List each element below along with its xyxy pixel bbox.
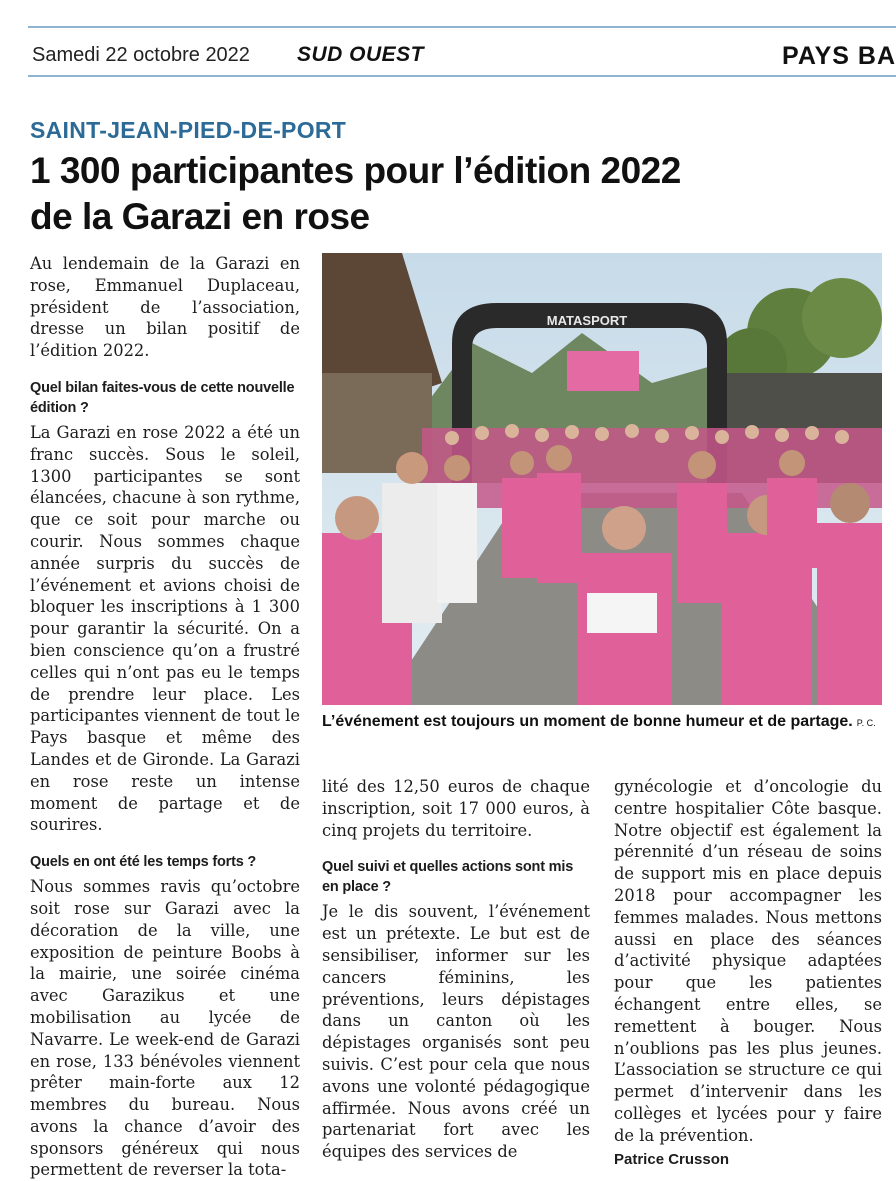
- top-rule: [28, 26, 896, 28]
- article-column-1: [30, 253, 300, 1181]
- arch-label: MATASPORT: [546, 313, 628, 328]
- photo-credit: P. C.: [856, 718, 876, 728]
- headline-line-1: 1 300 participantes pour l’édition 2022: [30, 150, 681, 191]
- caption-text: L’événement est toujours un moment de bonne humeur et de partage.: [322, 713, 853, 730]
- article-kicker: SAINT-JEAN-PIED-DE-PORT: [30, 117, 347, 143]
- answer-2-continued: lité des 12,50 euros de chaque inscription, soit 17 000 euros, à cinq projets du territoire.: [322, 777, 590, 840]
- answer-1: La Garazi en rose 2022 a été un franc succès. Sous le soleil, 1300 participantes se sont élancées, chacune à son rythme, que ce soit pour marche ou courir. Nous sommes chaque année surpris du succès de l’événement et avions choisi de bloquer les inscriptions à 1 300 pour garantir la sécurité. On a bien conscience qu’on a frustré celles qui n’ont pas eu le temps de prendre leur place. Les participantes viennent de tout le Pays basque et même des Landes et de Gironde. La Garazi en rose reste un intense moment de partage et de sourires.: [30, 422, 300, 835]
- answer-2: Nous sommes ravis qu’octobre soit rose sur Garazi avec la décoration de la ville, une exposition de peinture Boobs à la mairie, une soirée cinéma avec Garazikus et une mobilisation au lycée de Navarre. Le week-end de Garazi en rose, 133 bénévoles viennent prêter main-forte aux 12 membres du bureau. Nous avons la chance d’avoir des sponsors généreux qui nous permettent de reverser la tota-: [30, 877, 300, 1180]
- headline-line-2: de la Garazi en rose: [30, 196, 370, 237]
- article-column-3: [614, 776, 882, 1170]
- answer-3-continued: gynécologie et d’oncologie du centre hospitalier Côte basque. Notre objectif est également la pérennité d’un réseau de soins de support mis en place depuis 2018 pour accompagner les femmes malades. Nous mettons aussi en place des séances d’activité physique adaptées pour que les patientes échangent entre elles, se remettent à bouger. Nous n’oublions pas les plus jeunes. L’association se structure ce qui permet d’intervenir dans les collèges et lycées pour y faire de la prévention.: [614, 777, 882, 1145]
- article-column-2: [322, 776, 590, 1163]
- question-3: Quel suivi et quelles actions sont mis en place ?: [322, 859, 574, 896]
- section-name: PAYS BA: [782, 42, 896, 70]
- article-byline: Patrice Crusson: [614, 1150, 730, 1168]
- article-headline: [30, 148, 850, 240]
- photo-illustration: [322, 253, 882, 705]
- header-date: Samedi 22 octobre 2022: [32, 44, 250, 66]
- question-2: Quels en ont été les temps forts ?: [30, 854, 257, 871]
- header-rule: [28, 75, 896, 77]
- article-intro: Au lendemain de la Garazi en rose, Emmanuel Duplaceau, président de l’association, dresse un bilan positif de l’édition 2022.: [30, 254, 300, 361]
- photo-caption: [322, 710, 882, 735]
- article-photo: [322, 253, 882, 705]
- answer-3: Je le dis souvent, l’événement est un prétexte. Le but est de sensibiliser, informer sur les cancers féminins, les préventions, leurs dépistages dans un canton où les dépistages organisés sont peu suivis. C’est pour cela que nous avons une volonté pédagogique affirmée. Nous avons créé un partenariat fort avec les équipes des services de: [322, 902, 590, 1162]
- newspaper-name: SUD OUEST: [297, 43, 425, 66]
- question-1: Quel bilan faites-vous de cette nouvelle édition ?: [30, 379, 295, 416]
